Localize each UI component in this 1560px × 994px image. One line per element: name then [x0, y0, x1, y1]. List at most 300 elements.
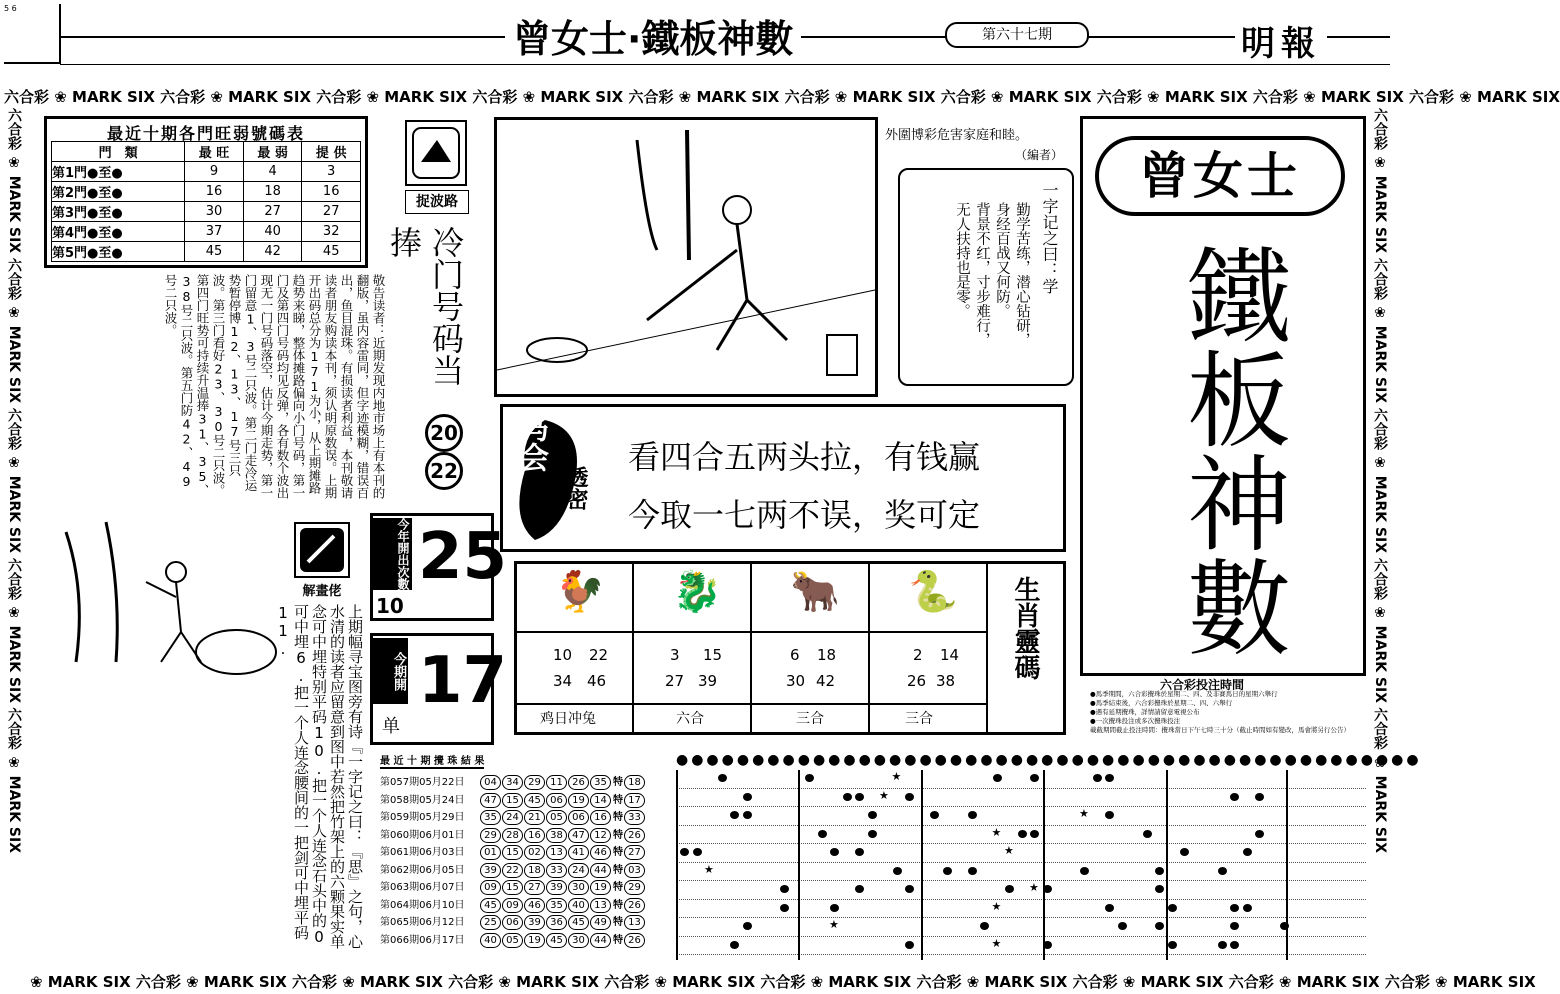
number-dot	[1155, 885, 1164, 893]
cold-number: 20	[425, 414, 463, 452]
number-dot	[1243, 848, 1252, 856]
number-dot	[693, 848, 702, 856]
number-dot	[743, 793, 752, 801]
table-row	[52, 242, 361, 262]
dot-row	[676, 844, 1366, 863]
special-ball: 03	[624, 863, 645, 878]
number-dot	[1168, 941, 1177, 949]
prev-count-label: 今年開出次數	[372, 518, 412, 590]
timing-list	[1090, 690, 1366, 735]
special-star: ★	[1029, 881, 1039, 894]
cell-offer: 32	[302, 222, 361, 242]
ball-number: 19	[590, 880, 611, 895]
row-label: 第4門	[52, 226, 88, 241]
ball-number: 33	[546, 863, 567, 878]
ball-number: 21	[524, 810, 545, 825]
grid-sep	[1166, 770, 1168, 960]
number-dot	[818, 830, 827, 838]
ball-number: 36	[546, 915, 567, 930]
ball-number: 13	[590, 898, 611, 913]
left-banner: 六合彩 ❀ MARK SIX 六合彩 ❀ MARK SIX 六合彩 ❀ MARK SIX 六合彩 ❀ MARK SIX 六合彩 ❀ MARK SIX	[6, 108, 22, 854]
row-label: 第3門	[52, 206, 88, 221]
number-dot	[980, 922, 989, 930]
zodiac-label: 六合	[676, 711, 704, 727]
special-ball: 33	[624, 810, 645, 825]
ball-number: 49	[590, 915, 611, 930]
row-range: ●至●	[87, 166, 123, 181]
ball-number: 46	[590, 845, 611, 860]
period-label: 第058期05月24日	[380, 794, 465, 806]
dot-row	[676, 918, 1366, 937]
special-star: ★	[1004, 844, 1014, 857]
prev-count-big: 25	[418, 520, 508, 594]
number-dot	[1180, 848, 1189, 856]
timing-line: ●馬季期間，六合彩攪珠於星期二、四、及非賽馬日的星期六舉行	[1090, 690, 1278, 698]
number-dot	[1218, 941, 1227, 949]
corner-mark	[4, 4, 61, 64]
ball-number: 47	[480, 793, 501, 808]
number-dot	[1255, 830, 1264, 838]
ball-number: 04	[480, 775, 501, 790]
number-dot	[855, 793, 864, 801]
ball-number: 41	[568, 845, 589, 860]
number-dot	[1230, 793, 1239, 801]
number-dot	[730, 811, 739, 819]
ball-number: 40	[480, 933, 501, 948]
ball-number: 39	[524, 915, 545, 930]
zodiac-vline	[750, 561, 752, 735]
ball-number: 45	[524, 793, 545, 808]
zodiac-num: 6	[790, 646, 800, 664]
zodiac-num: 34	[553, 672, 573, 690]
number-dot	[1243, 904, 1252, 912]
table-row	[380, 897, 660, 915]
ball-number: 46	[524, 898, 545, 913]
ball-number: 22	[502, 863, 523, 878]
right-banner: 六合彩 ❀ MARK SIX 六合彩 ❀ MARK SIX 六合彩 ❀ MARK SIX 六合彩 ❀ MARK SIX 六合彩 ❀ MARK SIX	[1372, 108, 1388, 854]
number-dot	[743, 922, 752, 930]
special-star: ★	[1079, 807, 1089, 820]
col-header: 最 旺	[185, 142, 244, 162]
now-count-label: 今期開	[372, 638, 408, 704]
poem-caption: 外圍博彩危害家庭和睦。	[885, 128, 1029, 143]
horse-title: 马会	[513, 412, 548, 472]
grid-sep	[798, 770, 800, 960]
ball-number: 26	[568, 775, 589, 790]
logo: 明報	[1235, 16, 1327, 65]
timing-title: 六合彩投注時間	[1160, 678, 1245, 692]
poem-line: 背景不红，寸步难行，	[974, 202, 990, 347]
cell-min: 42	[243, 242, 302, 262]
special-label: 特	[613, 882, 623, 893]
ball-number: 35	[546, 898, 567, 913]
poem-line: 一字记之曰：学	[1040, 182, 1059, 294]
ball-number: 18	[524, 863, 545, 878]
row-label: 第1門	[52, 166, 88, 181]
dot-grid	[676, 752, 1422, 960]
ball-number: 45	[480, 898, 501, 913]
ball-number: 05	[546, 810, 567, 825]
number-dot	[780, 904, 789, 912]
bottom-banner: ❀ MARK SIX 六合彩 ❀ MARK SIX 六合彩 ❀ MARK SIX 六合彩 ❀ MARK SIX 六合彩 ❀ MARK SIX 六合彩 ❀ MARK SIX 六合彩 ❀ MARK SIX 六合彩 ❀ MARK SIX 六合彩 ❀ MARK SIX 六合彩 ❀ MARK SIX	[30, 973, 1536, 991]
top-banner: 六合彩 ❀ MARK SIX 六合彩 ❀ MARK SIX 六合彩 ❀ MARK SIX 六合彩 ❀ MARK SIX 六合彩 ❀ MARK SIX 六合彩 ❀ MARK SIX 六合彩 ❀ MARK SIX 六合彩 ❀ MARK SIX 六合彩 ❀ MARK SIX 六合彩 ❀ MARK SIX	[4, 88, 1560, 106]
number-dot	[1168, 904, 1177, 912]
ball-number: 29	[480, 828, 501, 843]
zodiac-num: 30	[786, 672, 806, 690]
dot-row	[676, 863, 1366, 882]
special-label: 特	[613, 899, 623, 911]
zodiac-num: 15	[703, 646, 723, 664]
timing-line: ●馬季結束後，六合彩攪珠於星期二、四、六舉行	[1090, 699, 1233, 707]
ball-number: 34	[502, 775, 523, 790]
number-dot	[930, 811, 939, 819]
cell-offer: 45	[302, 242, 361, 262]
cell-min: 27	[243, 202, 302, 222]
table-row	[52, 202, 361, 222]
cell-min: 18	[243, 182, 302, 202]
period-label: 第061期06月03日	[380, 847, 465, 858]
col-header: 門 類	[52, 142, 185, 162]
number-dot	[868, 830, 877, 838]
dot-grid-header: ●●●●●●●●●●●●●●●●●●●●●●●●●●●●●●●●●●●●●●●●●●●●●●●●●	[676, 752, 1422, 768]
wave-label: 捉波路	[405, 190, 469, 214]
special-label: 特	[613, 812, 623, 823]
number-dot	[1105, 904, 1114, 912]
number-dot	[743, 811, 752, 819]
history-rows	[380, 774, 660, 949]
page-title: 曾女士·鐵板神數	[505, 8, 801, 63]
table-row	[380, 844, 660, 862]
ball-number: 02	[524, 845, 545, 860]
brush-icon	[296, 524, 348, 576]
cell-max: 9	[185, 162, 244, 182]
special-label: 特	[613, 934, 623, 946]
riddle-text: 上期幅寻宝图旁有诗『一字记之曰：『思』之句，心水清的读者应留意到图中若然把竹架上的六颗果实单念可中埋特别平码10.把一个人连念石头中的0可中埋6.把一个人连念腰间的一把剑可中埋平码11.	[274, 604, 364, 949]
ball-number: 44	[590, 933, 611, 948]
ball-number: 16	[524, 828, 545, 843]
poem-line: 身经百战又何防。	[994, 202, 1010, 318]
ball-number: 30	[568, 933, 589, 948]
table-row	[380, 827, 660, 845]
number-dot	[1005, 885, 1014, 893]
number-dot	[893, 867, 902, 875]
dot-row	[676, 826, 1366, 845]
dot-row	[676, 770, 1366, 789]
special-label: 特	[613, 777, 623, 788]
prev-count-small: 10	[376, 594, 404, 618]
grid-sep	[1043, 770, 1045, 960]
special-label: 特	[613, 794, 623, 806]
ball-number: 40	[568, 898, 589, 913]
ox-icon: 🐂	[790, 569, 840, 615]
ball-number: 15	[502, 845, 523, 860]
stats-table	[51, 141, 361, 262]
ball-number: 19	[568, 793, 589, 808]
horse-line-1: 看四合五两头拉，有钱赢	[628, 438, 981, 476]
zodiac-num: 26	[907, 672, 927, 690]
number-dot	[830, 848, 839, 856]
zodiac-num: 39	[698, 672, 718, 690]
zodiac-label: 鸡日冲兔	[540, 711, 596, 727]
grid-sep	[1286, 770, 1288, 960]
cell-offer: 3	[302, 162, 361, 182]
number-dot	[855, 848, 864, 856]
cell-min: 40	[243, 222, 302, 242]
row-range: ●至●	[87, 206, 123, 221]
ball-number: 27	[524, 880, 545, 895]
issue-badge: 第六十七期	[945, 22, 1089, 48]
zodiac-num: 3	[670, 646, 680, 664]
ball-number: 15	[502, 880, 523, 895]
history-table	[380, 774, 660, 949]
zodiac-label: 三合	[905, 711, 933, 727]
number-dot	[1255, 793, 1264, 801]
number-dot	[905, 885, 914, 893]
ball-number: 45	[568, 915, 589, 930]
table-row	[380, 862, 660, 880]
col-header: 最 弱	[243, 142, 302, 162]
cell-max: 37	[185, 222, 244, 242]
cell-offer: 27	[302, 202, 361, 222]
special-star: ★	[991, 825, 1002, 839]
table-row	[380, 932, 660, 950]
cell-max: 16	[185, 182, 244, 202]
stats-table-box	[44, 116, 368, 268]
row-label: 第2門	[52, 186, 88, 201]
cell-max: 30	[185, 202, 244, 222]
number-dot	[1105, 774, 1114, 782]
zodiac-num: 10	[553, 646, 573, 664]
ball-number: 05	[502, 933, 523, 948]
ball-number: 06	[502, 915, 523, 930]
ball-number: 09	[502, 898, 523, 913]
period-label: 第064期06月10日	[380, 899, 465, 911]
number-dot	[730, 941, 739, 949]
ball-number: 11	[546, 775, 567, 790]
warrior-picture	[497, 120, 875, 394]
ball-number: 38	[546, 828, 567, 843]
number-dot	[868, 811, 877, 819]
ball-number: 39	[546, 880, 567, 895]
number-dot	[718, 774, 727, 782]
special-star: ★	[991, 936, 1002, 950]
horse-line-2: 今取一七两不误，奖可定	[628, 496, 981, 534]
poem-author: （編者）	[1015, 148, 1064, 162]
number-dot	[1018, 830, 1027, 838]
special-label: 特	[613, 864, 623, 876]
cell-offer: 16	[302, 182, 361, 202]
dragon-icon: 🐉	[672, 569, 722, 615]
now-count-small: 单	[382, 716, 400, 737]
brand-vertical: 鐵板神數	[1169, 242, 1291, 658]
special-ball: 26	[624, 933, 645, 948]
ball-number: 06	[546, 793, 567, 808]
zodiac-num: 42	[816, 672, 836, 690]
special-ball: 27	[624, 845, 645, 860]
ball-number: 19	[524, 933, 545, 948]
wave-icon-box	[405, 120, 467, 186]
zodiac-num: 22	[589, 646, 609, 664]
zodiac-vline	[986, 561, 988, 735]
special-ball: 26	[624, 898, 645, 913]
ball-number: 15	[502, 793, 523, 808]
dot-row	[676, 900, 1366, 919]
dot-row	[676, 807, 1366, 826]
table-row	[52, 162, 361, 182]
special-ball: 13	[624, 915, 645, 930]
special-ball: 26	[624, 828, 645, 843]
dot-rows	[676, 770, 1366, 955]
period-label: 第059期05月29日	[380, 812, 465, 823]
number-dot	[680, 848, 689, 856]
ball-number: 39	[480, 863, 501, 878]
special-label: 特	[613, 917, 623, 928]
ball-number: 14	[590, 793, 611, 808]
warrior-illustration	[494, 117, 878, 397]
stats-table-title: 最近十期各門旺弱號碼表	[106, 124, 305, 143]
table-row	[380, 879, 660, 897]
row-range: ●至●	[87, 246, 123, 261]
number-dot	[1093, 774, 1102, 782]
table-row	[52, 222, 361, 242]
ball-number: 06	[568, 810, 589, 825]
row-label: 第5門	[52, 246, 88, 261]
number-dot	[1230, 941, 1239, 949]
special-star: ★	[891, 770, 902, 783]
ball-number: 29	[524, 775, 545, 790]
table-row	[52, 182, 361, 202]
zodiac-num: 27	[665, 672, 685, 690]
number-dot	[780, 885, 789, 893]
number-dot	[968, 811, 977, 819]
special-star: ★	[991, 899, 1002, 913]
number-dot	[1218, 867, 1227, 875]
cell-min: 4	[243, 162, 302, 182]
zodiac-label: 三合	[796, 711, 824, 727]
riddle-icon-box	[294, 522, 350, 578]
ball-number: 13	[546, 845, 567, 860]
period-label: 第063期06月07日	[380, 882, 465, 893]
special-ball: 29	[624, 880, 645, 895]
ball-number: 25	[480, 915, 501, 930]
period-label: 第065期06月12日	[380, 917, 465, 928]
number-dot	[1230, 904, 1239, 912]
poem-line: 勤学苦练，潜心钻研，	[1014, 202, 1030, 347]
number-dot	[943, 867, 952, 875]
number-dot	[905, 941, 914, 949]
row-range: ●至●	[87, 226, 123, 241]
number-dot	[1155, 867, 1164, 875]
period-label: 第062期06月05日	[380, 864, 465, 876]
poem-line: 无人扶持也是零。	[954, 202, 970, 318]
number-dot	[1118, 922, 1127, 930]
number-dot	[1155, 922, 1164, 930]
ball-number: 45	[546, 933, 567, 948]
special-label: 特	[613, 847, 623, 858]
period-label: 第057期05月22日	[380, 777, 465, 788]
ball-number: 47	[568, 828, 589, 843]
ball-number: 12	[590, 828, 611, 843]
brand-name: 曾女士	[1095, 136, 1345, 216]
ball-number: 16	[590, 810, 611, 825]
zodiac-num: 18	[817, 646, 837, 664]
number-dot	[1030, 774, 1039, 782]
zodiac-num: 46	[587, 672, 607, 690]
ball-number: 24	[568, 863, 589, 878]
number-dot	[830, 904, 839, 912]
row-range: ●至●	[87, 186, 123, 201]
number-dot	[843, 793, 852, 801]
cold-title: 冷门号码当捧	[385, 226, 465, 386]
number-dot	[855, 885, 864, 893]
cell-max: 45	[185, 242, 244, 262]
zodiac-vline	[868, 561, 870, 735]
number-dot	[905, 793, 914, 801]
number-dot	[968, 867, 977, 875]
special-star: ★	[879, 788, 889, 802]
table-row	[380, 774, 660, 792]
special-star: ★	[704, 862, 714, 876]
special-star: ★	[829, 918, 839, 931]
grid-sep	[676, 770, 678, 960]
timing-line: 載截期間截止投注時間：攪珠當日下午七時三十分（截止時間如有變改，馬會將另行公告）	[1090, 726, 1350, 734]
number-dot	[1230, 922, 1239, 930]
ball-number: 30	[568, 880, 589, 895]
grid-sep	[921, 770, 923, 960]
ball-number: 01	[480, 845, 501, 860]
rooster-icon: 🐓	[555, 569, 605, 615]
riddle-label: 解畫佬	[302, 584, 342, 599]
dot-row	[676, 881, 1366, 900]
zodiac-vline	[632, 561, 634, 735]
ball-number: 35	[590, 775, 611, 790]
special-ball: 18	[624, 775, 645, 790]
dot-row	[676, 789, 1366, 808]
table-row	[380, 914, 660, 932]
ball-number: 24	[502, 810, 523, 825]
table-row	[380, 792, 660, 810]
hand-icon	[407, 122, 465, 184]
special-label: 特	[613, 829, 623, 841]
number-dot	[993, 774, 1002, 782]
zodiac-num: 14	[940, 646, 960, 664]
ball-number: 28	[502, 828, 523, 843]
zodiac-num: 2	[913, 646, 923, 664]
number-dot	[1080, 867, 1089, 875]
ball-number: 44	[590, 863, 611, 878]
number-dot	[1030, 830, 1039, 838]
horse-subtitle: 透密	[563, 466, 588, 510]
timing-line: ●遇有延期攪珠，詳情請留意電視公布	[1090, 708, 1200, 716]
ball-number: 35	[480, 810, 501, 825]
table-row	[380, 809, 660, 827]
dot-row	[676, 937, 1366, 956]
cold-number: 22	[425, 452, 463, 490]
header-bottom-rule	[60, 64, 1390, 65]
period-label: 第060期06月01日	[380, 829, 465, 841]
special-ball: 17	[624, 793, 645, 808]
period-label: 第066期06月17日	[380, 934, 465, 946]
number-dot	[1105, 811, 1114, 819]
now-count-big: 17	[418, 644, 508, 718]
timing-line: ●一次攪珠投注或多次攪珠投注	[1090, 717, 1181, 725]
zodiac-num: 38	[936, 672, 956, 690]
number-dot	[1143, 830, 1152, 838]
corner-text: 5 6	[4, 4, 17, 13]
number-dot	[805, 774, 814, 782]
col-header: 提 供	[302, 142, 361, 162]
snake-icon: 🐍	[908, 569, 958, 615]
